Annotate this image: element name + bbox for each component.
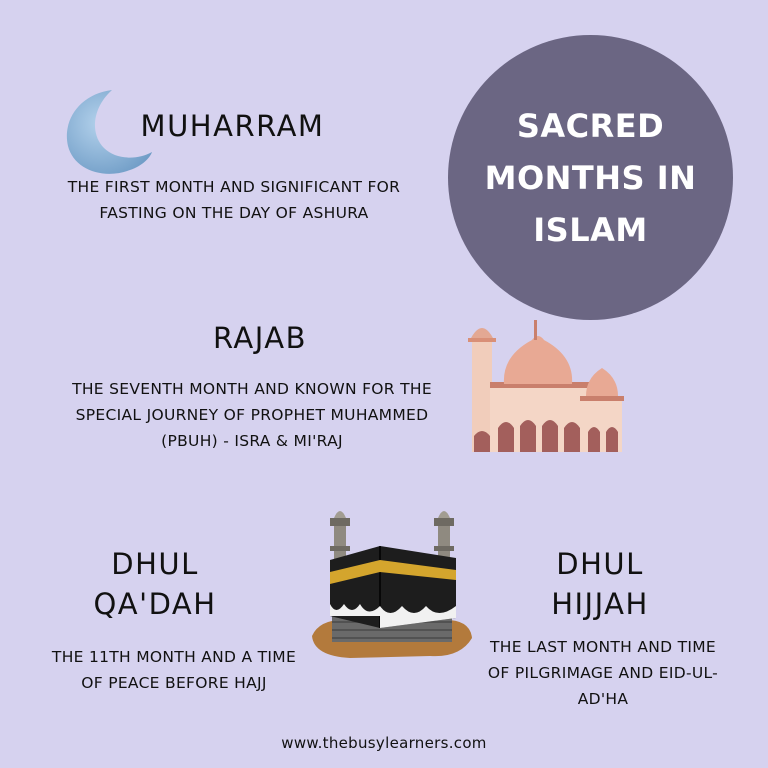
title-circle [448, 35, 733, 320]
kaaba-icon [310, 506, 475, 672]
dhul-qadah-description: THE 11TH MONTH AND A TIME OF PEACE BEFORE HAJJ [51, 648, 297, 692]
rajab-description: THE SEVENTH MONTH AND KNOWN FOR THE SPECIAL JOURNEY OF PROPHET MUHAMMED (PBUH) - ISRA & MI'RAJ [72, 380, 432, 450]
muharram-description: THE FIRST MONTH AND SIGNIFICANT FOR FASTING ON THE DAY OF ASHURA [67, 178, 401, 222]
page-title: SACRED MONTHS IN ISLAM [484, 106, 697, 249]
footer-url: www.thebusylearners.com [281, 734, 487, 752]
rajab-heading: RAJAB [212, 321, 308, 355]
muharram-heading: MUHARRAM [140, 109, 325, 143]
mosque-icon [462, 316, 630, 452]
dhul-hijjah-description: THE LAST MONTH AND TIME OF PILGRIMAGE AND EID-UL-AD'HA [487, 638, 719, 708]
dhul-hijjah-heading: DHUL HIJJAH [551, 547, 649, 621]
dhul-qadah-heading: DHUL QA'DAH [93, 547, 217, 621]
